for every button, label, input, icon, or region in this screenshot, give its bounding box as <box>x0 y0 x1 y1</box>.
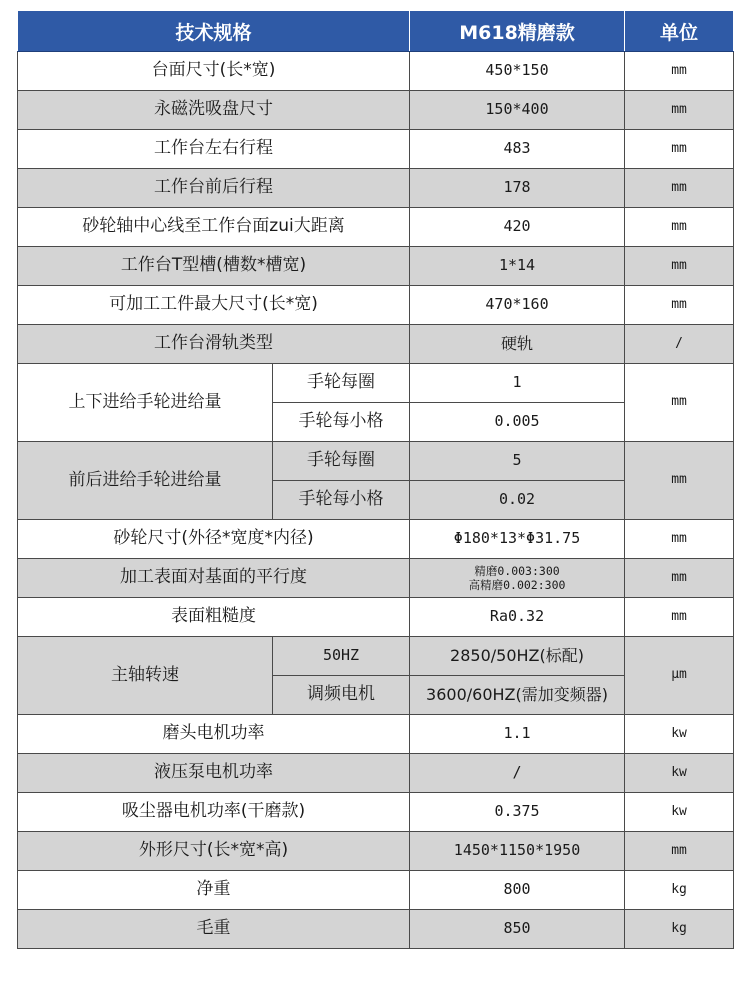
table-row <box>18 559 734 598</box>
spec-value: 483 <box>410 130 625 169</box>
table-row <box>18 169 734 208</box>
table-row <box>18 91 734 130</box>
spec-value: 硬轨 <box>410 325 625 364</box>
spec-sublabel: 调频电机 <box>273 676 410 715</box>
spec-value: Ra0.32 <box>410 598 625 637</box>
spec-unit: kw <box>625 793 734 832</box>
spec-value: 800 <box>410 871 625 910</box>
spec-value: / <box>410 754 625 793</box>
parallelism-line-2: 高精磨0.002:300 <box>468 578 566 592</box>
table-row <box>18 442 734 481</box>
spec-value: 1*14 <box>410 247 625 286</box>
spec-unit: mm <box>625 559 734 598</box>
spec-value: Φ180*13*Φ31.75 <box>410 520 625 559</box>
spec-unit: kw <box>625 715 734 754</box>
table-row <box>18 910 734 949</box>
spec-label: 上下进给手轮进给量 <box>18 364 273 442</box>
header-model: M618精磨款 <box>410 11 625 52</box>
spec-unit: μm <box>625 637 734 715</box>
spec-sublabel: 手轮每圈 <box>273 364 410 403</box>
spec-value: 420 <box>410 208 625 247</box>
spec-label: 前后进给手轮进给量 <box>18 442 273 520</box>
parallelism-line-1: 精磨0.003:300 <box>474 563 560 578</box>
spec-label: 永磁洗吸盘尺寸 <box>18 91 410 130</box>
spec-value <box>410 559 625 598</box>
table-row <box>18 247 734 286</box>
header-row <box>18 11 734 52</box>
spec-value: 5 <box>410 442 625 481</box>
header-spec: 技术规格 <box>18 11 410 52</box>
spec-label: 毛重 <box>18 910 410 949</box>
spec-value: 450*150 <box>410 52 625 91</box>
spec-label: 磨头电机功率 <box>18 715 410 754</box>
spec-value: 0.375 <box>410 793 625 832</box>
spec-unit: mm <box>625 364 734 442</box>
spec-value: 1450*1150*1950 <box>410 832 625 871</box>
spec-unit: mm <box>625 598 734 637</box>
spec-label: 工作台滑轨类型 <box>18 325 410 364</box>
table-row <box>18 793 734 832</box>
table-row <box>18 208 734 247</box>
spec-unit: mm <box>625 442 734 520</box>
spec-label: 吸尘器电机功率(干磨款) <box>18 793 410 832</box>
spec-sublabel: 手轮每小格 <box>273 481 410 520</box>
spec-value: 2850/50HZ(标配) <box>410 637 625 676</box>
spec-label: 液压泵电机功率 <box>18 754 410 793</box>
spec-label: 工作台前后行程 <box>18 169 410 208</box>
spec-value: 3600/60HZ(需加变频器) <box>410 676 625 715</box>
spec-unit: kw <box>625 754 734 793</box>
spec-value: 1.1 <box>410 715 625 754</box>
spec-label: 主轴转速 <box>18 637 273 715</box>
table-row <box>18 325 734 364</box>
spec-value: 0.005 <box>410 403 625 442</box>
table-row <box>18 52 734 91</box>
spec-unit: mm <box>625 286 734 325</box>
spec-label: 砂轮轴中心线至工作台面zui大距离 <box>18 208 410 247</box>
spec-unit: mm <box>625 52 734 91</box>
spec-unit: mm <box>625 91 734 130</box>
table-row <box>18 598 734 637</box>
spec-label: 台面尺寸(长*宽) <box>18 52 410 91</box>
spec-label: 工作台T型槽(槽数*槽宽) <box>18 247 410 286</box>
spec-sublabel: 手轮每圈 <box>273 442 410 481</box>
spec-label: 工作台左右行程 <box>18 130 410 169</box>
spec-unit: mm <box>625 130 734 169</box>
table-row <box>18 832 734 871</box>
spec-label: 表面粗糙度 <box>18 598 410 637</box>
table-row <box>18 130 734 169</box>
spec-value: 178 <box>410 169 625 208</box>
spec-value: 470*160 <box>410 286 625 325</box>
spec-label: 加工表面对基面的平行度 <box>18 559 410 598</box>
table-row <box>18 754 734 793</box>
spec-label: 砂轮尺寸(外径*宽度*内径) <box>18 520 410 559</box>
spec-sublabel: 手轮每小格 <box>273 403 410 442</box>
table-row <box>18 520 734 559</box>
header-unit: 单位 <box>625 11 734 52</box>
spec-value: 150*400 <box>410 91 625 130</box>
spec-label: 可加工工件最大尺寸(长*宽) <box>18 286 410 325</box>
table-row <box>18 364 734 403</box>
spec-unit: kg <box>625 871 734 910</box>
spec-value: 850 <box>410 910 625 949</box>
table-row <box>18 286 734 325</box>
table-row <box>18 871 734 910</box>
spec-unit: mm <box>625 247 734 286</box>
table-row <box>18 637 734 676</box>
spec-unit: mm <box>625 520 734 559</box>
table-row <box>18 715 734 754</box>
spec-label: 外形尺寸(长*宽*高) <box>18 832 410 871</box>
spec-unit: mm <box>625 832 734 871</box>
spec-value: 1 <box>410 364 625 403</box>
spec-sublabel: 50HZ <box>273 637 410 676</box>
spec-unit: mm <box>625 208 734 247</box>
spec-value: 0.02 <box>410 481 625 520</box>
spec-label: 净重 <box>18 871 410 910</box>
spec-unit: mm <box>625 169 734 208</box>
spec-unit: kg <box>625 910 734 949</box>
spec-table <box>17 10 734 949</box>
spec-unit: / <box>625 325 734 364</box>
